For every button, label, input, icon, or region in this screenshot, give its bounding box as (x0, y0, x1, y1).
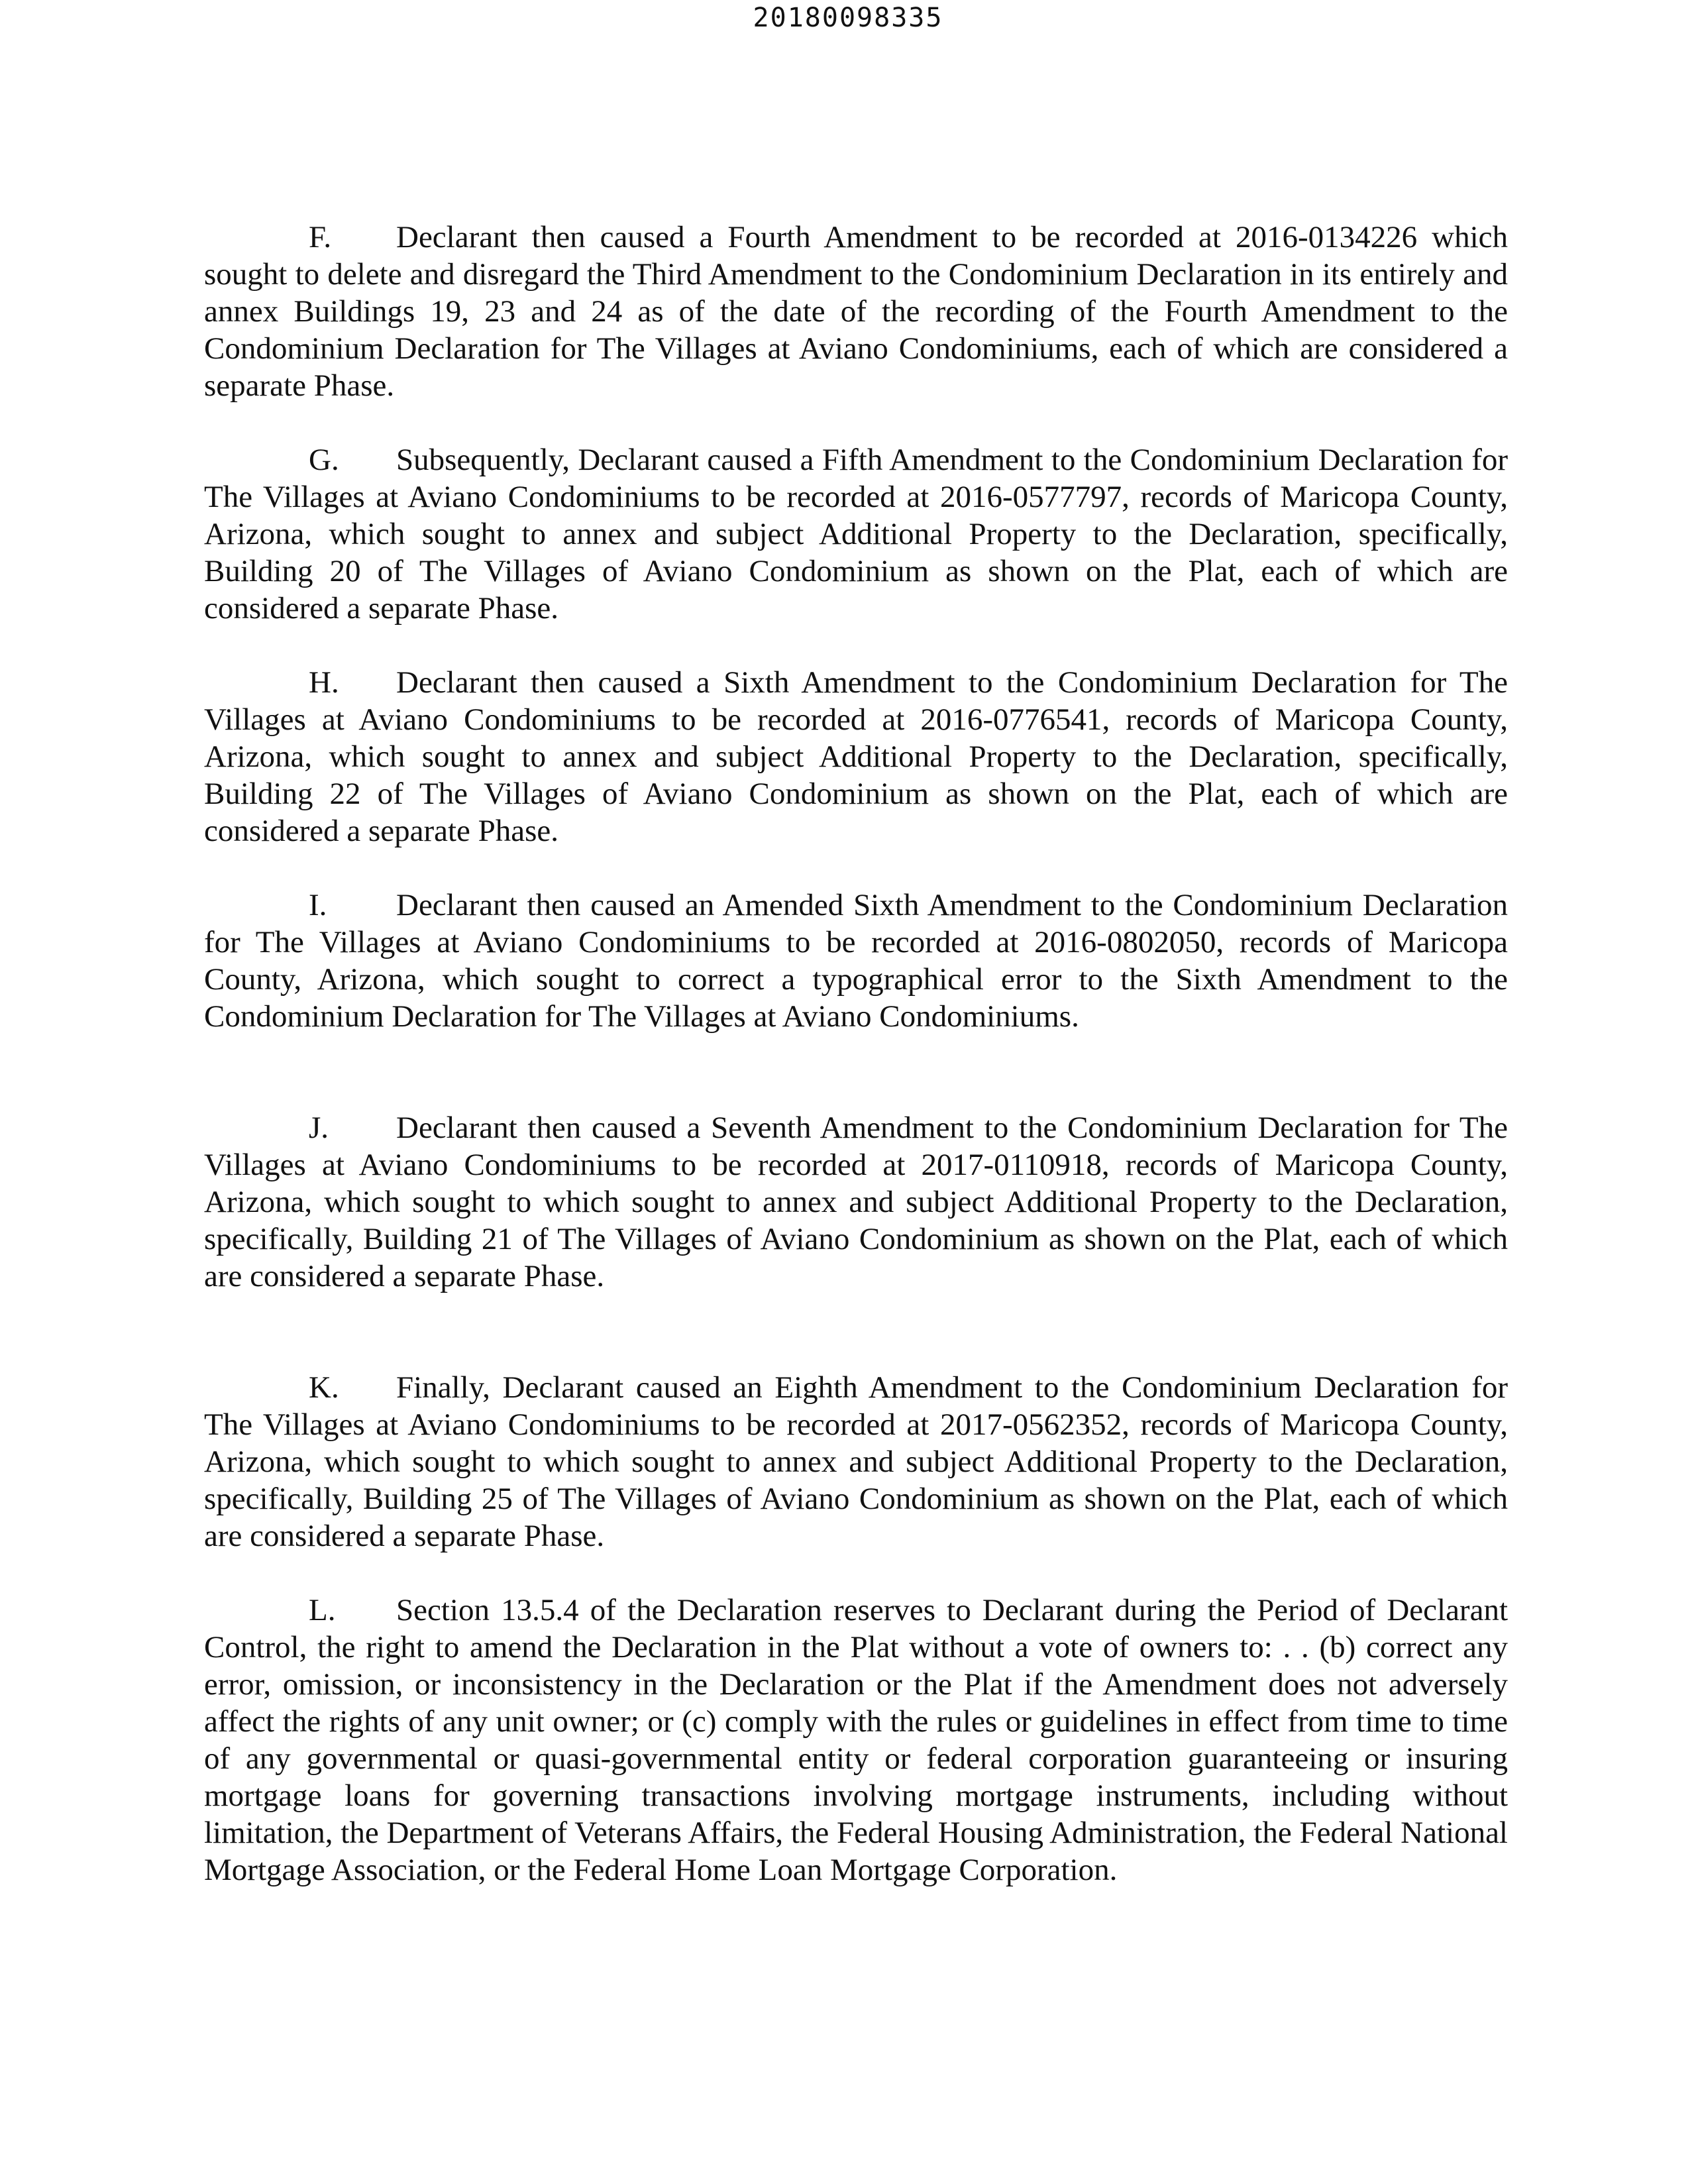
paragraph-letter: I. (309, 888, 327, 922)
paragraph-text: Declarant then caused an Amended Sixth Amendment to the Condominium Declaration for The Villages at Aviano Condominiums to be recorded at 2016-0802050, records of Maricopa County, Arizona, which sought to correct a typographical error to the Sixth Amendment to the Condominium Declaration for The Villages at Aviano Condominiums. (204, 888, 1508, 1034)
paragraph-i (204, 887, 1508, 1035)
paragraph-letter: J. (309, 1111, 329, 1145)
paragraph-f (204, 219, 1508, 404)
paragraph-text: Subsequently, Declarant caused a Fifth Amendment to the Condominium Declaration for The Villages at Aviano Condominiums to be recorded at 2016-0577797, records of Maricopa County, Arizona, which sought to annex and subject Additional Property to the Declaration, specifically, Building 20 of The Villages of Aviano Condominium as shown on the Plat, each of which are considered a separate Phase. (204, 443, 1508, 626)
paragraph-letter: L. (309, 1593, 336, 1627)
paragraph-g (204, 441, 1508, 627)
paragraph-letter: H. (309, 665, 339, 700)
paragraph-letter: G. (309, 443, 339, 477)
paragraph-text: Finally, Declarant caused an Eighth Amendment to the Condominium Declaration for The Villages at Aviano Condominiums to be recorded at 2017-0562352, records of Maricopa County, Arizona, which sought to which sought to annex and subject Additional Property to the Declaration, specifically, Building 25 of The Villages of Aviano Condominium as shown on the Plat, each of which are considered a separate Phase. (204, 1370, 1508, 1553)
paragraph-l (204, 1592, 1508, 1888)
document-body (204, 219, 1508, 1888)
paragraph-text: Declarant then caused a Fourth Amendment to be recorded at 2016-0134226 which sought to delete and disregard the Third Amendment to the Condominium Declaration in its entirely and annex Buildings 19, 23 and 24 as of the date of the recording of the Fourth Amendment to the Condominium Declaration for The Villages at Aviano Condominiums, each of which are considered a separate Phase. (204, 220, 1508, 403)
recording-number: 20180098335 (753, 3, 943, 33)
paragraph-letter: F. (309, 220, 332, 254)
paragraph-text: Declarant then caused a Seventh Amendment to the Condominium Declaration for The Villages at Aviano Condominiums to be recorded at 2017-0110918, records of Maricopa County, Arizona, which sought to which sought to annex and subject Additional Property to the Declaration, specifically, Building 21 of The Villages of Aviano Condominium as shown on the Plat, each of which are considered a separate Phase. (204, 1111, 1508, 1293)
paragraph-letter: K. (309, 1370, 339, 1405)
paragraph-text: Declarant then caused a Sixth Amendment to the Condominium Declaration for The Villages at Aviano Condominiums to be recorded at 2016-0776541, records of Maricopa County, Arizona, which sought to annex and subject Additional Property to the Declaration, specifically, Building 22 of The Villages of Aviano Condominium as shown on the Plat, each of which are considered a separate Phase. (204, 665, 1508, 848)
paragraph-text: Section 13.5.4 of the Declaration reserves to Declarant during the Period of Declarant Control, the right to amend the Declaration in the Plat without a vote of owners to: . . (b) correct any error, omission, or inconsistency in the Declaration or the Plat if the Amendment does not adversely affect the rights of any unit owner; or (c) comply with the rules or guidelines in effect from time to time of any governmental or quasi-governmental entity or federal corporation guaranteeing or insuring mortgage loans for governing transactions involving mortgage instruments, including without limitation, the Department of Veterans Affairs, the Federal Housing Administration, the Federal National Mortgage Association, or the Federal Home Loan Mortgage Corporation. (204, 1593, 1508, 1887)
paragraph-j (204, 1109, 1508, 1295)
paragraph-k (204, 1369, 1508, 1555)
paragraph-h (204, 664, 1508, 849)
